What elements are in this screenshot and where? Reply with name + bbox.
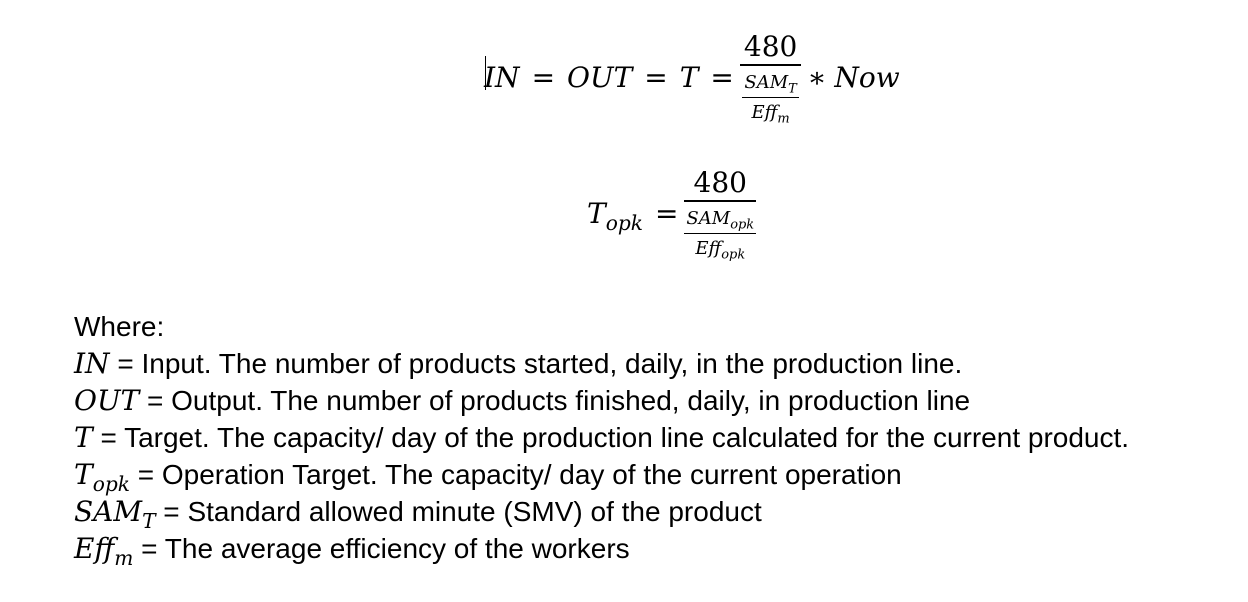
fraction-numerator: 480 [743, 30, 798, 63]
definition-item [74, 345, 1129, 382]
definition-text: = The average efficiency of the workers [133, 533, 630, 564]
equals-sign: = [531, 60, 556, 94]
equation-throughput [484, 30, 900, 127]
definition-symbol: $T_{opk}$ [74, 458, 130, 497]
fraction-operation-target [684, 166, 756, 263]
definition-text: = Output. The number of products finished, daily, in production line [139, 385, 971, 416]
fraction-bar [684, 200, 756, 202]
symbol-out: OUT [567, 60, 633, 94]
definition-symbol: T [74, 421, 93, 454]
definition-text: = Operation Target. The capacity/ day of the current operation [129, 459, 902, 490]
symbol-now: Now [834, 60, 900, 94]
nested-fraction [742, 72, 798, 125]
nested-denominator: Eff$_m$ [751, 102, 790, 127]
multiply-sign: ∗ [807, 60, 827, 94]
definition-item [74, 456, 1129, 497]
nested-fraction-bar [684, 233, 756, 235]
definitions-list [74, 308, 1130, 571]
symbol-t: T [679, 60, 699, 94]
definition-item [74, 419, 1129, 456]
definition-symbol: OUT [74, 384, 140, 417]
definition-symbol: IN [74, 347, 110, 380]
definition-text: = Input. The number of products started, daily, in the production line. [109, 348, 963, 379]
nested-numerator: $SAM_T$ [744, 71, 797, 97]
definition-text: = Target. The capacity/ day of the production line calculated for the current product. [92, 422, 1130, 453]
equals-sign: = [654, 196, 679, 230]
definitions-header: Where: [74, 311, 165, 342]
nested-denominator: Eff$_{opk}$ [695, 238, 746, 263]
nested-numerator: $SAM_{opk}$ [686, 207, 755, 233]
definition-text: = Standard allowed minute (SMV) of the product [155, 496, 762, 527]
equals-sign: = [710, 60, 734, 94]
symbol-t-opk: $T_{opk}$ [587, 196, 643, 235]
equation-operation-target [587, 166, 762, 263]
fraction-bar [740, 64, 801, 66]
definition-item [74, 382, 1129, 419]
equals-sign: = [644, 60, 668, 94]
symbol-in: IN [484, 60, 520, 94]
fraction-numerator: 480 [693, 166, 747, 199]
definition-symbol: Eff$_m$ [74, 532, 134, 571]
nested-fraction [684, 208, 756, 261]
nested-fraction-bar [742, 97, 798, 99]
definition-item [74, 530, 1129, 571]
definition-symbol: $SAM_T$ [74, 495, 156, 534]
definition-item [74, 493, 1129, 534]
fraction-target [740, 30, 801, 127]
